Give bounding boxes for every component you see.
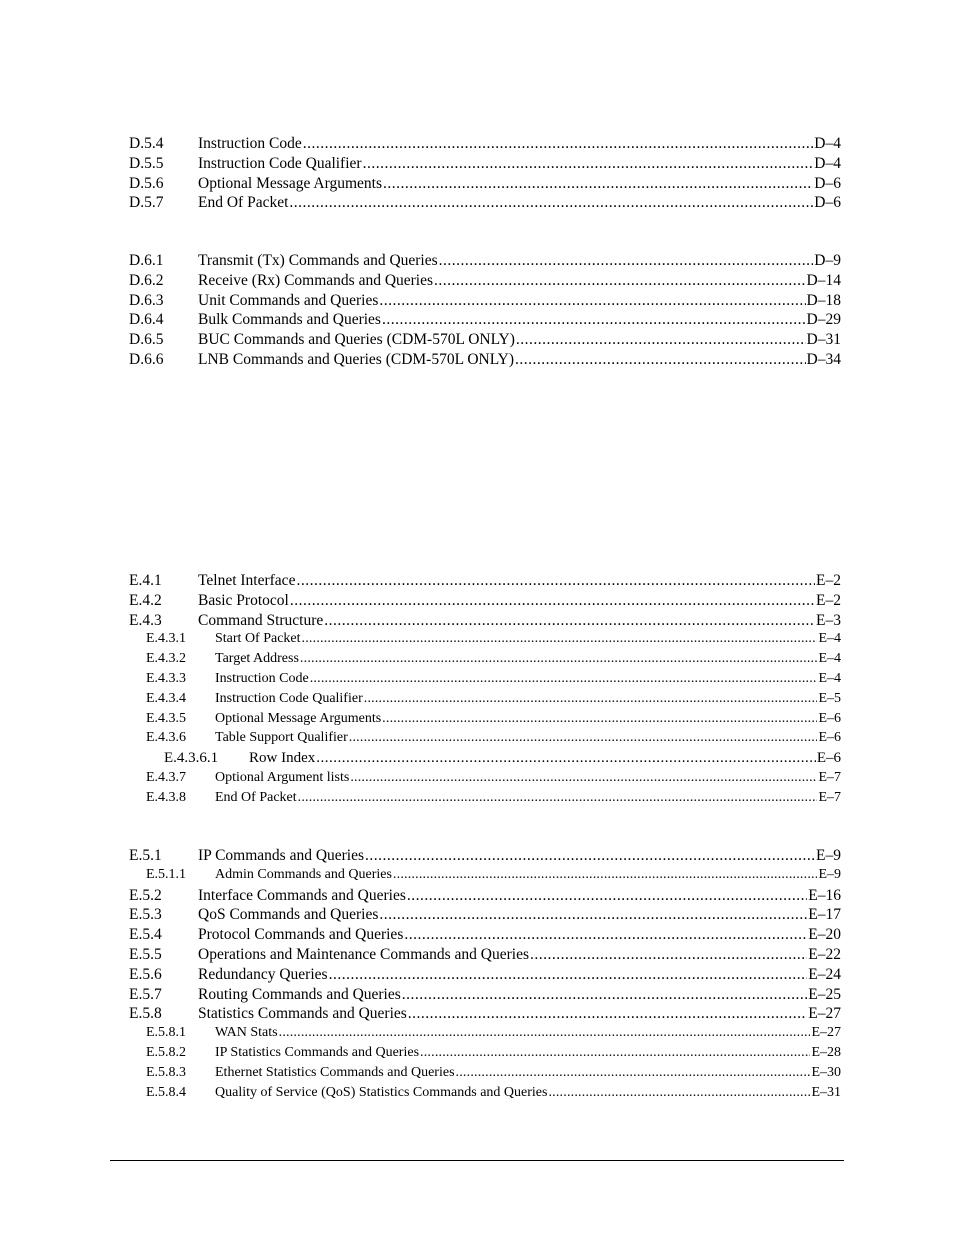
- toc-entry[interactable]: [129, 135, 841, 155]
- toc-entry-page: E–9: [816, 847, 841, 864]
- toc-entry-page: D–29: [806, 311, 841, 329]
- toc-entry[interactable]: [129, 1025, 841, 1045]
- toc-entry-number: D.6.2: [129, 271, 164, 289]
- toc-entry-page: E–2: [816, 572, 841, 589]
- toc-entry-title: Interface Commands and Queries: [198, 886, 406, 904]
- toc-entry-number: D.6.4: [129, 311, 164, 329]
- toc-entry[interactable]: [129, 790, 841, 810]
- toc-entry-page: E–5: [818, 690, 841, 706]
- toc-entry-number: E.4.3.7: [146, 769, 187, 785]
- toc-group-e5: [129, 847, 841, 1104]
- dot-leader: [324, 612, 815, 630]
- toc-entry-number: E.4.3.4: [146, 690, 187, 706]
- dot-leader: [289, 194, 813, 212]
- toc-entry-number: D.5.6: [129, 174, 164, 192]
- toc-entry-page: E–27: [808, 1005, 841, 1023]
- dot-leader: [407, 887, 807, 905]
- toc-entry-page: E–31: [811, 1084, 841, 1100]
- toc-entry-number: E.5.3: [129, 906, 162, 924]
- toc-entry-page: D–34: [806, 350, 841, 368]
- toc-group-d5: [129, 135, 841, 214]
- toc-entry-title: Basic Protocol: [198, 591, 289, 609]
- toc-entry-page: E–4: [818, 631, 841, 647]
- toc-entry-page: E–25: [808, 985, 841, 1003]
- toc-entry-number: E.5.8: [129, 1005, 162, 1023]
- toc-entry-title: IP Commands and Queries: [198, 847, 365, 864]
- dot-leader: [310, 671, 818, 687]
- dot-leader: [300, 651, 818, 667]
- dot-leader: [383, 175, 813, 193]
- toc-entry-title: End Of Packet: [215, 789, 297, 805]
- dot-leader: [303, 135, 814, 153]
- dot-leader: [296, 572, 815, 590]
- toc-entry-title: Instruction Code: [215, 670, 309, 686]
- toc-entry-number: E.5.1: [129, 847, 162, 864]
- toc-entry[interactable]: [129, 252, 841, 272]
- toc-entry[interactable]: [129, 351, 841, 371]
- toc-entry-page: E–4: [818, 670, 841, 686]
- toc-entry-page: D–9: [814, 252, 841, 269]
- dot-leader: [363, 155, 814, 173]
- dot-leader: [515, 351, 806, 369]
- toc-entry[interactable]: [129, 671, 841, 691]
- toc-entry-number: E.5.2: [129, 886, 162, 904]
- toc-entry-title: BUC Commands and Queries (CDM-570L ONLY): [198, 331, 515, 349]
- toc-entry-page: D–18: [806, 291, 841, 309]
- toc-entry[interactable]: [129, 691, 841, 711]
- toc-entry-page: E–9: [818, 866, 841, 882]
- toc-entry-number: D.5.7: [129, 194, 164, 212]
- toc-entry-page: E–24: [808, 965, 841, 983]
- toc-entry-number: E.4.3.6.1: [164, 750, 219, 767]
- toc-entry-title: QoS Commands and Queries: [198, 906, 379, 924]
- toc-entry-number: E.5.6: [129, 965, 162, 983]
- toc-entry-title: Telnet Interface: [198, 572, 296, 589]
- toc-entry-number: E.4.3.5: [146, 710, 187, 726]
- toc-entry-page: E–27: [811, 1025, 841, 1041]
- toc-entry[interactable]: [129, 1045, 841, 1065]
- toc-entry-number: E.4.3.8: [146, 789, 187, 805]
- toc-entry-number: D.6.3: [129, 291, 164, 309]
- toc-entry-page: E–2: [816, 591, 841, 609]
- toc-entry[interactable]: [129, 906, 841, 926]
- dot-leader: [420, 1045, 810, 1061]
- toc-entry[interactable]: [129, 194, 841, 214]
- toc-entry-number: E.5.8.1: [146, 1025, 187, 1041]
- toc-entry[interactable]: [129, 926, 841, 946]
- toc-entry-number: E.4.3: [129, 611, 162, 629]
- toc-entry-title: Row Index: [249, 750, 316, 767]
- toc-entry-page: E–6: [818, 710, 841, 726]
- toc-entry[interactable]: [129, 887, 841, 907]
- toc-entry[interactable]: [129, 946, 841, 966]
- toc-group-e4: [129, 572, 841, 810]
- toc-entry-number: D.6.1: [129, 252, 164, 269]
- toc-entry-title: Statistics Commands and Queries: [198, 1005, 407, 1023]
- toc-entry-page: E–7: [818, 769, 841, 785]
- toc-entry-number: E.5.5: [129, 945, 162, 963]
- toc-entry-number: E.4.1: [129, 572, 162, 589]
- toc-entry-title: Instruction Code Qualifier: [198, 154, 362, 172]
- toc-entry-number: E.4.3.6: [146, 730, 187, 746]
- dot-leader: [393, 867, 818, 883]
- toc-entry-title: Ethernet Statistics Commands and Queries: [215, 1064, 455, 1080]
- toc-group-d6: [129, 252, 841, 371]
- toc-entry-title: Receive (Rx) Commands and Queries: [198, 271, 434, 289]
- dot-leader: [349, 730, 818, 746]
- toc-entry-title: WAN Stats: [215, 1025, 278, 1041]
- toc-entry[interactable]: [129, 272, 841, 292]
- toc-entry[interactable]: [129, 155, 841, 175]
- toc-entry-title: Transmit (Tx) Commands and Queries: [198, 252, 438, 269]
- toc-entry[interactable]: [129, 750, 841, 770]
- toc-entry-title: Quality of Service (QoS) Statistics Commands and Queries: [215, 1084, 548, 1100]
- toc-entry-title: Optional Argument lists: [215, 769, 350, 785]
- toc-entry[interactable]: [129, 175, 841, 195]
- toc-entry[interactable]: [129, 966, 841, 986]
- toc-entry[interactable]: [129, 1085, 841, 1105]
- toc-entry-number: D.6.6: [129, 350, 164, 368]
- toc-entry-number: D.5.5: [129, 154, 164, 172]
- toc-entry-number: E.4.3.2: [146, 651, 187, 667]
- toc-entry[interactable]: [129, 631, 841, 651]
- toc-entry-title: Routing Commands and Queries: [198, 985, 401, 1003]
- dot-leader: [379, 906, 807, 924]
- toc-entry-page: E–4: [818, 651, 841, 667]
- toc-entry-title: Command Structure: [198, 611, 324, 629]
- toc-entry-number: E.4.3.3: [146, 670, 187, 686]
- toc-entry-title: Redundancy Queries: [198, 965, 328, 983]
- dot-leader: [516, 331, 806, 349]
- dot-leader: [456, 1065, 811, 1081]
- toc-entry-title: Optional Message Arguments: [215, 710, 382, 726]
- dot-leader: [350, 770, 817, 786]
- toc-entry-page: D–4: [814, 135, 841, 152]
- toc-entry[interactable]: [129, 331, 841, 351]
- toc-entry-title: Bulk Commands and Queries: [198, 311, 381, 329]
- dot-leader: [379, 292, 805, 310]
- toc-entry-page: D–14: [806, 271, 841, 289]
- toc-entry-page: D–6: [814, 174, 841, 192]
- toc-entry-page: E–30: [811, 1064, 841, 1080]
- toc-entry-page: E–20: [808, 926, 841, 944]
- toc-entry-number: E.5.7: [129, 985, 162, 1003]
- toc-entry-page: E–16: [808, 886, 841, 904]
- toc-entry-page: E–7: [818, 789, 841, 805]
- toc-entry[interactable]: [129, 292, 841, 312]
- dot-leader: [548, 1085, 810, 1101]
- dot-leader: [298, 790, 818, 806]
- toc-entry-page: D–31: [806, 331, 841, 349]
- toc-entry-page: E–22: [808, 945, 841, 963]
- toc-entry-title: Operations and Maintenance Commands and Queries: [198, 945, 530, 963]
- toc-entry-page: E–6: [816, 750, 841, 767]
- toc-entry-title: Start Of Packet: [215, 631, 301, 647]
- toc-entry-title: IP Statistics Commands and Queries: [215, 1044, 420, 1060]
- toc-entry-page: E–17: [808, 906, 841, 924]
- toc-entry-title: Optional Message Arguments: [198, 174, 382, 192]
- dot-leader: [530, 946, 807, 964]
- toc-entry-number: E.5.8.3: [146, 1064, 187, 1080]
- dot-leader: [382, 311, 806, 329]
- toc-entry-title: Unit Commands and Queries: [198, 291, 379, 309]
- dot-leader: [302, 631, 818, 647]
- toc-entry-title: Table Support Qualifier: [215, 730, 348, 746]
- toc-entry[interactable]: [129, 311, 841, 331]
- toc-entry-number: E.4.3.1: [146, 631, 187, 647]
- toc-entry[interactable]: [129, 612, 841, 632]
- toc-entry-title: Instruction Code: [198, 135, 302, 152]
- toc-entry[interactable]: [129, 847, 841, 867]
- dot-leader: [434, 272, 806, 290]
- toc-entry-number: D.6.5: [129, 331, 164, 349]
- toc-entry[interactable]: [129, 730, 841, 750]
- toc-entry-title: Instruction Code Qualifier: [215, 690, 363, 706]
- toc-entry-title: Target Address: [215, 651, 299, 667]
- dot-leader: [290, 592, 815, 610]
- footer-rule: [110, 1160, 844, 1161]
- dot-leader: [329, 966, 808, 984]
- toc-entry-number: E.5.1.1: [146, 866, 187, 882]
- dot-leader: [364, 691, 818, 707]
- dot-leader: [408, 1005, 807, 1023]
- toc-entry[interactable]: [129, 770, 841, 790]
- toc-entry[interactable]: [129, 1065, 841, 1085]
- dot-leader: [439, 252, 814, 270]
- toc-entry[interactable]: [129, 1005, 841, 1025]
- toc-entry[interactable]: [129, 592, 841, 612]
- toc-entry-title: End Of Packet: [198, 194, 289, 212]
- dot-leader: [279, 1025, 811, 1041]
- toc-entry-title: Admin Commands and Queries: [215, 866, 392, 882]
- toc-entry-number: E.4.2: [129, 591, 162, 609]
- toc-entry-number: E.5.4: [129, 926, 162, 944]
- dot-leader: [382, 711, 817, 727]
- dot-leader: [402, 986, 808, 1004]
- toc-entry-page: E–28: [811, 1044, 841, 1060]
- toc-entry-page: E–3: [816, 611, 841, 629]
- toc-entry[interactable]: [129, 651, 841, 671]
- toc-entry-number: E.5.8.2: [146, 1044, 187, 1060]
- dot-leader: [404, 926, 807, 944]
- toc-entry-title: LNB Commands and Queries (CDM-570L ONLY): [198, 350, 515, 368]
- toc-entry-title: Protocol Commands and Queries: [198, 926, 404, 944]
- toc-entry-page: D–6: [814, 194, 841, 212]
- toc-entry-page: E–6: [818, 730, 841, 746]
- dot-leader: [316, 750, 816, 767]
- toc-entry-page: D–4: [814, 154, 841, 172]
- toc-entry-number: D.5.4: [129, 135, 164, 152]
- toc-entry[interactable]: [129, 867, 841, 887]
- toc-entry[interactable]: [129, 986, 841, 1006]
- toc-entry-number: E.5.8.4: [146, 1084, 187, 1100]
- dot-leader: [365, 847, 815, 865]
- toc-entry[interactable]: [129, 711, 841, 731]
- toc-entry[interactable]: [129, 572, 841, 592]
